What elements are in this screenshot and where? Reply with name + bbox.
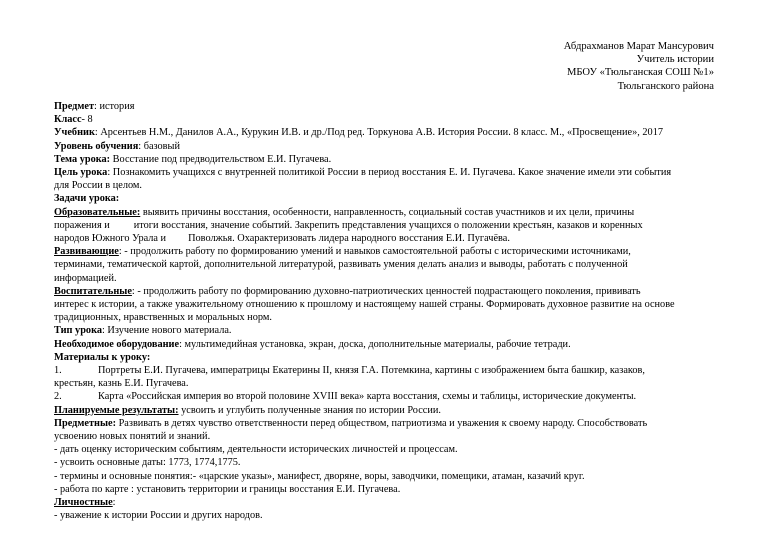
edu-text-3b: Поволжья. Охарактеризовать лидера народного восстания Е.И. Пугачёва. — [188, 233, 510, 245]
material-item-2-number: 2. — [54, 391, 62, 403]
upbr-line — [54, 285, 722, 298]
textbook-label: Учебник — [54, 127, 95, 139]
subject-line — [54, 100, 722, 113]
author-block — [564, 40, 714, 93]
lesson-plan — [54, 100, 722, 523]
type-value: : Изучение нового материала. — [102, 325, 232, 337]
grade-label: Класс — [54, 114, 82, 126]
personal-results-label: Личностные — [54, 497, 113, 509]
edu-line-2 — [54, 219, 722, 232]
grade-line — [54, 113, 722, 126]
equipment-line — [54, 338, 722, 351]
subject-results-line-4: - усвоить основные даты: 1773, 1774,1775. — [54, 457, 241, 469]
upbr-line-2: интерес к истории, а также уважительному отношению к прошлому и настоящему нашей страны. Формировать духовное развитие на основе — [54, 299, 675, 311]
textbook-line — [54, 126, 722, 139]
equipment-value: : мультимедийная установка, экран, доска, дополнительные материалы, рабочие тетради. — [179, 338, 571, 350]
material-item-2-text: Карта «Российская империя во второй половине XVIII века» карта восстания, схемы и таблицы, исторические документы. — [98, 391, 637, 403]
material-item-1-number: 1. — [54, 365, 62, 377]
upbr-label: Воспитательные — [54, 285, 132, 297]
author-district: Тюльганского района — [617, 80, 714, 92]
subject-results-line-3: - дать оценку историческим событиям, деятельности исторических личностей и процессам. — [54, 444, 458, 456]
goal-label: Цель урока — [54, 167, 108, 179]
topic-value: Восстание под предводительством Е.И. Пугачева. — [110, 153, 332, 165]
results-line — [54, 404, 722, 417]
goal-line — [54, 166, 722, 179]
material-item-2 — [54, 390, 722, 403]
edu-text-2b: итоги восстания, значение событий. Закрепить представления учащихся о положении крестьян, казаков и коренных — [133, 219, 643, 231]
dev-text-1: : - продолжить работу по формированию умений и навыков самостоятельной работы с историческими источниками, — [118, 246, 631, 258]
goal-line-2: для России в целом. — [54, 180, 142, 192]
subject-results-line-2: усвоению новых понятий и знаний. — [54, 431, 211, 443]
personal-results-colon: : — [112, 497, 116, 509]
author-position: Учитель истории — [636, 54, 714, 66]
material-item-1-cont: крестьян, казнь Е.И. Пугачева. — [54, 378, 189, 390]
material-item-1-text: Портреты Е.И. Пугачева, императрицы Екатерины II, князя Г.А. Потемкина, картины с изображением быта башкир, казаков, — [98, 365, 645, 377]
grade-value: - 8 — [81, 114, 93, 126]
edu-text-1: выявить причины восстания, особенности, направленность, социальный состав участников и их цели, причины — [140, 206, 635, 218]
dev-label: Развивающие — [54, 246, 119, 258]
dev-line-2: терминами, тематической картой, дополнительной литературой, развивать умения делать анализ и выводы, работать с полученной — [54, 259, 628, 271]
textbook-value: : Арсентьев Н.М., Данилов А.А., Курукин И.В. и др./Под ред. Торкунова А.В. История России. 8 класс. М., «Просвещение», 2017 — [94, 127, 663, 139]
personal-results-heading — [54, 496, 722, 509]
topic-label: Тема урока: — [54, 153, 111, 165]
tasks-heading-text: Задачи урока: — [54, 193, 120, 205]
materials-heading — [54, 351, 722, 364]
edu-text-2a: поражения и — [54, 219, 110, 231]
subject-results-line-5: - термины и основные понятия:- «царские указы», манифест, дворяне, воры, заводчики, помещики, атаман, казачий круг. — [54, 470, 585, 482]
topic-line — [54, 153, 722, 166]
edu-text-3a: народов Южного Урала и — [54, 233, 167, 245]
materials-heading-text: Материалы к уроку: — [54, 351, 151, 363]
tasks-heading — [54, 192, 722, 205]
material-item-1 — [54, 364, 722, 377]
edu-label: Образовательные: — [54, 206, 141, 218]
edu-line — [54, 206, 722, 219]
equipment-label: Необходимое оборудование — [54, 338, 180, 350]
upbr-text-1: : - продолжить работу по формированию духовно-патриотических ценностей подрастающего поколения, прививать — [131, 285, 641, 297]
results-label: Планируемые результаты: — [54, 404, 179, 416]
goal-value: : Познакомить учащихся с внутренней политикой России в период восстания Е. И. Пугачева. Какое значение имели эти события — [107, 167, 672, 179]
level-label: Уровень обучения — [54, 140, 139, 152]
subject-value: : история — [94, 101, 135, 112]
subject-results-text-1: Развивать в детях чувство ответственности перед обществом, патриотизма и уважения к своему народу. Способствовать — [116, 417, 648, 429]
type-line — [54, 324, 722, 337]
subject-results-label: Предметные: — [54, 417, 116, 429]
level-value: : базовый — [138, 140, 180, 152]
subject-results-line-6: - работа по карте : установить территории и границы восстания Е.И. Пугачева. — [54, 483, 401, 495]
type-label: Тип урока — [54, 325, 102, 337]
subject-results-line — [54, 417, 722, 430]
author-name: Абдрахманов Марат Мансурович — [563, 41, 714, 52]
personal-results-line-1: - уважение к истории России и других народов. — [54, 510, 263, 522]
dev-line — [54, 245, 722, 258]
subject-label: Предмет — [54, 101, 95, 112]
dev-line-3: информацией. — [54, 272, 117, 284]
level-line — [54, 140, 722, 153]
upbr-line-3: традиционных, нравственных и моральных норм. — [54, 312, 272, 324]
author-school: МБОУ «Тюльганская СОШ №1» — [566, 67, 714, 79]
edu-line-3 — [54, 232, 722, 245]
results-value: усвоить и углубить полученные знания по истории России. — [178, 404, 441, 416]
